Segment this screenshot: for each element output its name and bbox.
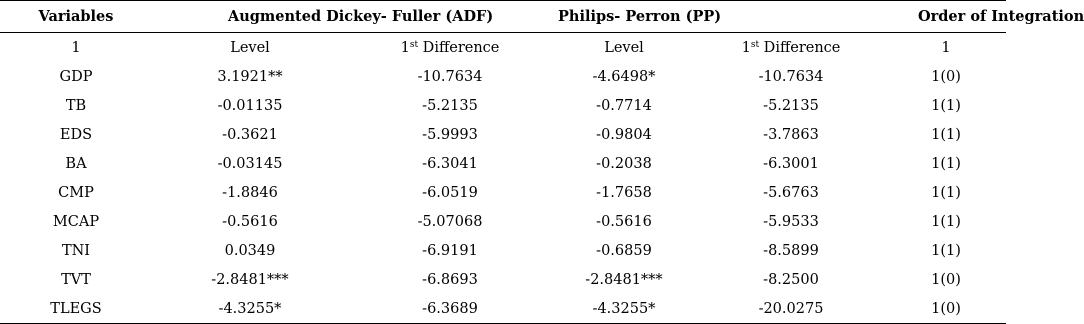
cell-variable: TLEGS (0, 294, 152, 324)
cell-adf-difference: -5.07068 (417, 213, 483, 230)
cell-adf-difference: -10.7634 (417, 68, 483, 85)
cell-adf-level: -0.3621 (222, 126, 278, 143)
header-variables: Variables (0, 1, 152, 33)
cell-pp-difference: -5.6763 (763, 184, 819, 201)
cell-adf-difference: -6.3689 (348, 294, 552, 324)
cell-variable: CMP (58, 184, 94, 201)
cell-pp-level: -4.3255* (552, 294, 696, 324)
cell-adf-level: -2.8481*** (211, 271, 289, 288)
header-order-of-integration: Order of Integration (886, 1, 1006, 33)
subheader-row (0, 33, 1006, 63)
cell-adf-level: 0.0349 (224, 242, 276, 259)
table-row (0, 149, 1006, 178)
cell-pp-level: -4.6498* (592, 68, 656, 85)
cell-pp-difference: -10.7634 (758, 68, 824, 85)
table-row (0, 91, 1006, 120)
cell-pp-level: -0.9804 (596, 126, 652, 143)
cell-pp-level: -0.7714 (596, 97, 652, 114)
adf-diff-label: Difference (418, 39, 500, 56)
cell-pp-difference: -6.3001 (763, 155, 819, 172)
table-body (0, 33, 1006, 324)
cell-order: 1(1) (931, 97, 961, 114)
table-row (0, 207, 1006, 236)
cell-adf-level: -1.8846 (222, 184, 278, 201)
cell-variable: GDP (59, 68, 93, 85)
header-adf: Augmented Dickey- Fuller (ADF) (152, 1, 552, 33)
subheader-adf-difference (348, 33, 552, 63)
cell-adf-level: -0.5616 (222, 213, 278, 230)
adf-diff-number: 1 (400, 39, 410, 56)
cell-adf-difference: -6.9191 (422, 242, 478, 259)
table-header (0, 1, 1084, 33)
pp-diff-ordinal: st (750, 39, 760, 50)
adf-diff-ordinal: st (409, 39, 419, 50)
cell-adf-level: -0.01135 (217, 97, 283, 114)
cell-pp-difference: -8.5899 (763, 242, 819, 259)
subheader-pp-level: Level (604, 39, 644, 56)
cell-variable: TVT (61, 271, 91, 288)
cell-adf-difference: -6.3041 (422, 155, 478, 172)
cell-adf-level: -0.03145 (217, 155, 283, 172)
cell-variable: EDS (59, 126, 93, 143)
cell-variable: MCAP (52, 213, 100, 230)
subheader-order: 1 (941, 39, 951, 56)
cell-order: 1(1) (931, 242, 961, 259)
cell-order: 1(1) (931, 155, 961, 172)
subheader-adf-level: Level (230, 39, 270, 56)
table-row (0, 120, 1006, 149)
cell-pp-difference: -5.2135 (763, 97, 819, 114)
subheader-pp-difference (696, 33, 886, 63)
header-row (0, 1, 1006, 33)
cell-order: 1(1) (931, 213, 961, 230)
cell-adf-difference: -6.0519 (422, 184, 478, 201)
cell-pp-level: -1.7658 (596, 184, 652, 201)
subheader-col-number: 1 (71, 39, 81, 56)
cell-order: 1(0) (886, 294, 1006, 324)
cell-order: 1(1) (931, 126, 961, 143)
cell-pp-level: -0.5616 (596, 213, 652, 230)
table-row (0, 62, 1006, 91)
header-pp: Philips- Perron (PP) (552, 1, 886, 33)
cell-adf-level: -4.3255* (152, 294, 348, 324)
table-row (0, 265, 1006, 294)
cell-variable: TNI (61, 242, 91, 259)
cell-adf-level: 3.1921** (217, 68, 283, 85)
cell-pp-difference: -3.7863 (763, 126, 819, 143)
table-row (0, 294, 1006, 324)
cell-pp-level: -0.6859 (596, 242, 652, 259)
cell-variable: BA (65, 155, 87, 172)
cell-adf-difference: -5.9993 (422, 126, 478, 143)
pp-diff-label: Difference (759, 39, 841, 56)
cell-pp-level: -0.2038 (596, 155, 652, 172)
cell-pp-difference: -8.2500 (763, 271, 819, 288)
table-row (0, 178, 1006, 207)
pp-diff-number: 1 (741, 39, 751, 56)
cell-order: 1(0) (931, 68, 961, 85)
table-row (0, 236, 1006, 265)
cell-variable: TB (65, 97, 87, 114)
cell-pp-difference: -5.9533 (763, 213, 819, 230)
cell-pp-difference: -20.0275 (696, 294, 886, 324)
cell-order: 1(0) (931, 271, 961, 288)
cell-adf-difference: -5.2135 (422, 97, 478, 114)
cell-adf-difference: -6.8693 (422, 271, 478, 288)
cell-pp-level: -2.8481*** (585, 271, 663, 288)
cell-order: 1(1) (931, 184, 961, 201)
